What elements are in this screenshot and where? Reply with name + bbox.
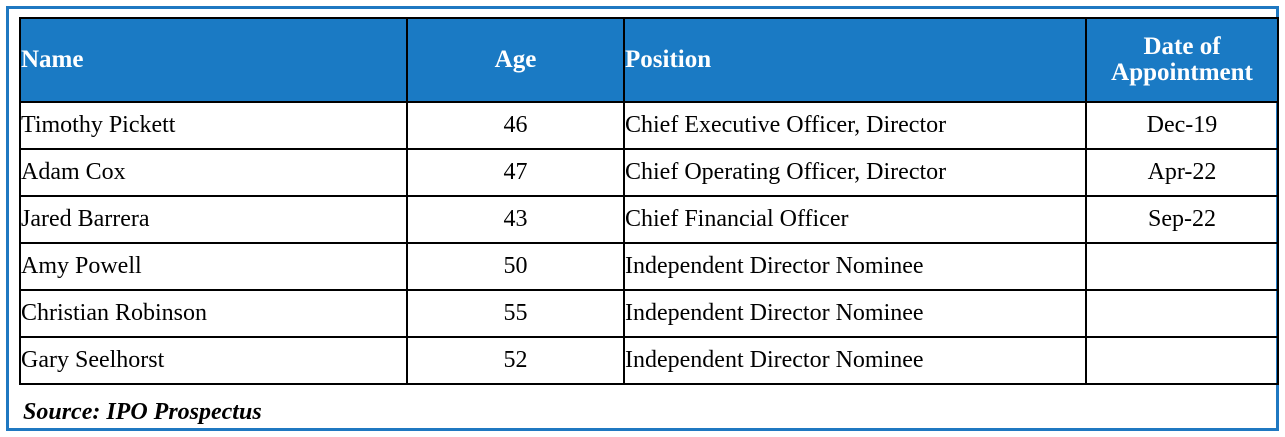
source-note: Source: IPO Prospectus xyxy=(23,399,262,425)
cell-date: Dec-19 xyxy=(1086,102,1278,149)
cell-name: Timothy Pickett xyxy=(20,102,407,149)
cell-name: Amy Powell xyxy=(20,243,407,290)
table-row xyxy=(20,102,1278,149)
table-frame xyxy=(6,6,1279,431)
column-header-date-line-1: Date of xyxy=(1143,32,1221,60)
cell-date xyxy=(1086,337,1278,384)
cell-date: Sep-22 xyxy=(1086,196,1278,243)
cell-name: Adam Cox xyxy=(20,149,407,196)
cell-age: 50 xyxy=(407,243,624,290)
table-row xyxy=(20,290,1278,337)
cell-position: Chief Operating Officer, Director xyxy=(624,149,1086,196)
table-row xyxy=(20,149,1278,196)
cell-date xyxy=(1086,290,1278,337)
cell-name: Gary Seelhorst xyxy=(20,337,407,384)
cell-date: Apr-22 xyxy=(1086,149,1278,196)
cell-name: Jared Barrera xyxy=(20,196,407,243)
cell-position: Independent Director Nominee xyxy=(624,243,1086,290)
table-row xyxy=(20,243,1278,290)
management-table xyxy=(19,17,1279,385)
column-header-date-of-appointment xyxy=(1086,18,1278,102)
table-header-row xyxy=(20,18,1278,102)
cell-position: Chief Executive Officer, Director xyxy=(624,102,1086,149)
cell-age: 47 xyxy=(407,149,624,196)
column-header-age: Age xyxy=(407,18,624,102)
cell-position: Independent Director Nominee xyxy=(624,337,1086,384)
cell-age: 43 xyxy=(407,196,624,243)
cell-name: Christian Robinson xyxy=(20,290,407,337)
table-row xyxy=(20,337,1278,384)
cell-position: Chief Financial Officer xyxy=(624,196,1086,243)
table-row xyxy=(20,196,1278,243)
cell-date xyxy=(1086,243,1278,290)
column-header-name: Name xyxy=(20,18,407,102)
column-header-position: Position xyxy=(624,18,1086,102)
cell-position: Independent Director Nominee xyxy=(624,290,1086,337)
column-header-date-line-2: Appointment xyxy=(1111,59,1253,86)
table-body xyxy=(20,102,1278,384)
table-header xyxy=(20,18,1278,102)
cell-age: 46 xyxy=(407,102,624,149)
cell-age: 55 xyxy=(407,290,624,337)
cell-age: 52 xyxy=(407,337,624,384)
